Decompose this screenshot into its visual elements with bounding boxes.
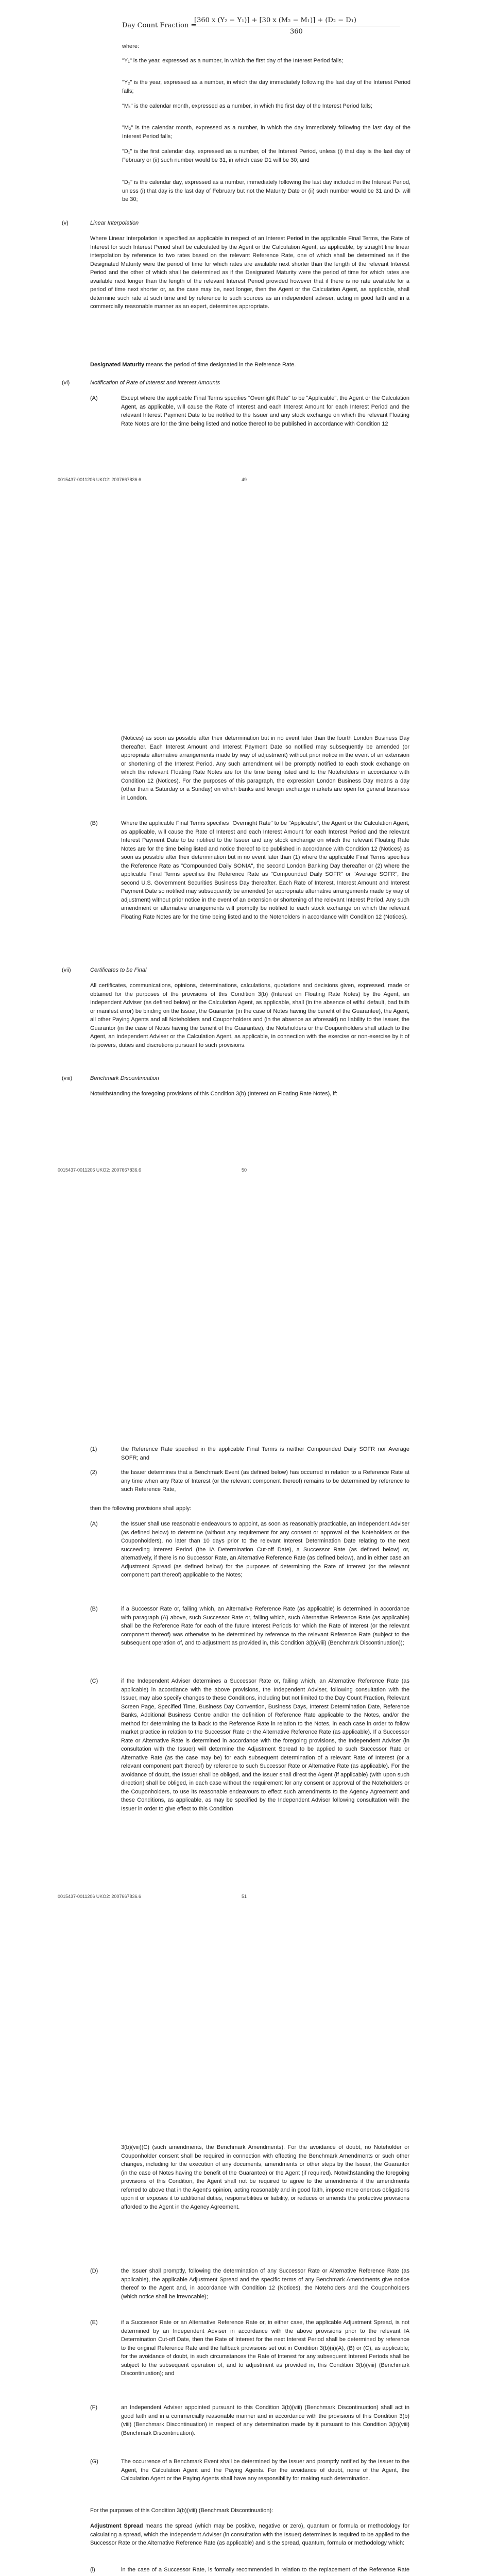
sec-vii-number: (vii) <box>62 967 71 973</box>
adjustment-spread-def <box>90 2522 409 2548</box>
para-d-body: the Issuer shall promptly, following the determination of any Successor Rate or Alternative Reference Rate (as applicable), the applicable Adjustment Spread and the specific terms of any Benchmark Amendments give notice thereof to the Agent and, in accordance with Condition 12 (Notices), the Noteholders and the Couponholders (which notice shall be irrevocable); <box>121 2268 409 2300</box>
para-a-number: (A) <box>90 1521 98 1527</box>
para-b-number: (B) <box>90 820 98 826</box>
para-c-body: if the Independent Adviser determines a Successor Rate or, failing which, an Alternative Reference Rate (as applicable) in accordance with the above provisions, the Independent Adviser, following consultation with the Issuer, may also specify changes to these Conditions, including but not limited to the Day Count Fraction, Relevant Screen Page, Specified Time, Business Day Convention, Business Days, Interest Determination Date, Reference Banks, Additional Business Centre and/or the definition of Reference Rate applicable to the Notes, and/or the method for determining the fallback to the Reference Rate in relation to the Notes, in each case in order to follow market practice in relation to the Successor Rate or the Alternative Reference Rate (as applicable). If a Successor Rate or Alternative Rate is determined in accordance with the foregoing provisions, the Independent Adviser (in consultation with the Issuer) will determine the Adjustment Spread to be applied to such Successor Rate or Alternative Rate (as the case may be) for each subsequent determination of a relevant Rate of Interest (or a relevant component part thereof) by reference to such Successor Rate or Alternative Rate (as applicable). For the avoidance of doubt, the Issuer shall be obliged, and the Issuer shall direct the Agent (if applicable) (with upon such direction) shall be obliged, in each case without the requirement for any consent or approval of the Noteholders or the Couponholders, to use its reasonable endeavours to effect such amendments to the Agency Agreement and these Conditions, as applicable, as may be specified by the Independent Adviser following consultation with the Issuer in order to give effect to this Condition <box>121 1678 409 1812</box>
purposes-line: For the purposes of this Condition 3(b)(viii) (Benchmark Discontinuation): <box>90 2507 273 2514</box>
para-b-number: (B) <box>90 1606 98 1612</box>
sec-vi-title: Notification of Rate of Interest and Interest Amounts <box>90 380 220 386</box>
para-c-continuation: 3(b)(viii)(C) (such amendments, the Benchmark Amendments). For the avoidance of doubt, no Noteholder or Couponholder consent shall be required in connection with effecting the Benchmark Amendments or such other changes, including for the execution of any documents, amendments or other steps by the Issuer, the Guarantor (in the case of Notes having the benefit of the Guarantee) or the Agent (if required). Notwithstanding the foregoing provisions of this Condition, the Agent shall not be required to agree to the amendments if the amendments referred to above that in the Agent's opinion, acting reasonably and in good faith, impose more onerous obligations upon it or exposes it to additional duties, responsibilities or liability, or reduces or amends the protective provisions afforded to the Agent in the Agency Agreement. <box>121 2144 409 2210</box>
para-a-body: the Issuer shall use reasonable endeavours to appoint, as soon as reasonably practicable, an Independent Adviser (as defined below) to determine (without any requirement for any consent or approval of the Noteholders or the Couponholders), no later than 10 days prior to the relevant Interest Determination Date relating to the next succeeding Interest Period (the IA Determination Cut-off Date), a Successor Rate (as defined below) or, alternatively, if there is no Successor Rate, an Alternative Reference Rate (as defined below), and in either case an Adjustment Spread (as defined below) for the purposes of determining the Rate of Interest (or the relevant component part thereof) applicable to the Notes; <box>121 1521 409 1578</box>
sec-viii-body: Notwithstanding the foregoing provisions of this Condition 3(b) (Interest on Floating Rate Notes), if: <box>90 1091 337 1097</box>
sec-viii-number: (viii) <box>62 1075 73 1081</box>
page-number: 49 <box>242 477 247 482</box>
sec-v-number: (v) <box>62 220 68 226</box>
designated-maturity-def <box>90 361 409 369</box>
def-y1: "Y₁" is the year, expressed as a number, in which the first day of the Interest Period falls; <box>122 58 344 64</box>
page-51 <box>0 1406 497 2110</box>
page-number: 50 <box>242 1167 247 1173</box>
item-i-number: (i) <box>90 2567 95 2573</box>
def-y2: "Y₂" is the year, expressed as a number, in which the day immediately following the last day of the Interest Period falls; <box>122 79 410 94</box>
designated-maturity-term: Designated Maturity <box>90 362 145 368</box>
formula-numerator: [360 x (Y₂ − Y₁)] + [30 x (M₂ − M₁)] + (D₂ − D₁) <box>194 16 356 24</box>
sec-viii-title: Benchmark Discontinuation <box>90 1075 159 1081</box>
adjustment-spread-term: Adjustment Spread <box>90 2523 143 2529</box>
para-a-continuation: (Notices) as soon as possible after their determination but in no event later than the fourth London Business Day thereafter. Each Interest Amount and Interest Payment Date so notified may subsequently be amended (or appropriate alternative arrangements made by way of adjustment) without prior notice in the event of an extension or shortening of the Interest Period. Any such amendment will be promptly notified to each stock exchange on which the relevant Floating Rate Notes are for the time being listed and to the Noteholders in accordance with Condition 12 (Notices). For the purposes of this paragraph, the expression London Business Day means a day (other than a Saturday or a Sunday) on which banks and foreign exchange markets are open for general business in London. <box>121 735 409 801</box>
footer-doc-id: 0015437-0011206 UKO2: 2007667836.6 <box>58 1894 141 1899</box>
page-50 <box>0 703 497 1406</box>
page-footer <box>58 477 247 484</box>
def-m2: "M₂" is the calendar month, expressed as a number, in which the day immediately following the last day of the Interest Period falls; <box>122 125 410 140</box>
para-f-body: an Independent Adviser appointed pursuant to this Condition 3(b)(viii) (Benchmark Discontinuation) shall act in good faith and in a commercially reasonable manner and in accordance with the provisions of this Condition 3(b)(viii) (Benchmark Discontinuation) in respect of any determination made by it pursuant to this Condition 3(b)(viii) (Benchmark Discontinuation). <box>121 2404 409 2436</box>
footer-doc-id: 0015437-0011206 UKO2: 2007667836.6 <box>58 1167 141 1173</box>
then-provisions: then the following provisions shall apply: <box>90 1505 192 1512</box>
sec-vii-title: Certificates to be Final <box>90 967 147 973</box>
para-d-number: (D) <box>90 2268 98 2274</box>
sec-vii-body: All certificates, communications, opinions, determinations, calculations, quotations and decisions given, expressed, made or obtained for the purposes of the provisions of this Condition 3(b) (Interest on Floating Rate Notes) by the Agent, an Independent Adviser (as defined below) or the Calculation Agent, as applicable, shall (in the absence of wilful default, bad faith or manifest error) be binding on the Issuer, the Guarantor (in the case of Notes having the benefit of the Guarantee), the Agent, all other Paying Agents and all Noteholders and Couponholders and (in the absence as aforesaid) no liability to the Issuer, the Guarantor (in the case of Notes having the benefit of the Guarantee), the Noteholders or the Couponholders shall attach to the Agent, an Independent Adviser or the Calculation Agent, as applicable, in connection with the exercise or non-exercise by it of its powers, duties and discretions pursuant to such provisions. <box>90 982 409 1048</box>
page-footer <box>58 1167 247 1174</box>
para-g-body: The occurrence of a Benchmark Event shall be determined by the Issuer and promptly notified by the Issuer to the Agent, the Calculation Agent and the Paying Agents. For the avoidance of doubt, none of the Agent, the Calculation Agent or the Paying Agents shall have any responsibility for making such determination. <box>121 2459 409 2482</box>
page-49 <box>0 0 497 703</box>
formula-denominator: 360 <box>290 28 303 36</box>
item-i-body: in the case of a Successor Rate, is formally recommended in relation to the replacement of the Reference Rate <box>121 2567 409 2573</box>
footer-doc-id: 0015437-0011206 UKO2: 2007667836.6 <box>58 477 141 482</box>
para-g-number: (G) <box>90 2459 98 2465</box>
formula-lhs: Day Count Fraction = <box>122 22 197 29</box>
para-b-body: Where the applicable Final Terms specifies "Overnight Rate" to be "Applicable", the Agent or the Calculation Agent, as applicable, will cause the Rate of Interest and each Interest Amount for each Interest Period and the relevant Interest Payment Date to be notified to the Issuer and any stock exchange on which the relevant Floating Rate Notes are for the time being listed and notice thereof to be published in accordance with Condition 12 (Notices) as soon as possible after their determination but in no event later than (1) where the applicable Final Terms specifies the Reference Rate as "Compounded Daily SONIA", the second London Banking Day thereafter or (2) where the applicable Final Terms specifies the Reference Rate as "Compounded Daily SOFR" or "Average SOFR", the second U.S. Government Securities Business Day thereafter. Each Rate of Interest, Interest Amount and Interest Payment Date so notified may subsequently be amended (or appropriate alternative arrangements made by way of adjustment) without prior notice in the event of an extension or shortening of the relevant Interest Period. Any such amendment or alternative arrangements will promptly be notified to each stock exchange on which the relevant Floating Rate Notes are for the time being listed and to the Noteholders in accordance with Condition 12 (Notices). <box>121 820 409 920</box>
def-d2: "D₂" is the calendar day, expressed as a number, immediately following the last day included in the Interest Period, unless (i) that day is the last day of February but not the Maturity Date or (ii) such number would be 31 and D₁ will be 30; <box>122 179 410 202</box>
page-52 <box>0 2110 497 2576</box>
where-label: where: <box>122 43 140 49</box>
para-c-number: (C) <box>90 1678 98 1684</box>
sec-v-body: Where Linear Interpolation is specified as applicable in respect of an Interest Period in the applicable Final Terms, the Rate of Interest for such Interest Period shall be calculated by the Agent or the Calculation Agent, as applicable, by straight line linear interpolation by reference to two rates based on the relevant Reference Rate, one of which shall be determined as if the Designated Maturity were the period of time for which rates are available next shorter than the length of the relevant Interest Period and the other of which shall be determined as if the Designated Maturity were the period of time for which rates are available next longer than the length of the relevant Interest Period provided however that if there is no rate available for a period of time next shorter or, as the case may be, next longer, then the Agent or the Calculation Agent, as applicable, shall determine such rate at such time and by reference to such sources as an independent adviser, acting in good faith and in a commercially reasonable manner as an expert, determines appropriate. <box>90 235 409 310</box>
page-number: 51 <box>242 1894 247 1899</box>
para-f-number: (F) <box>90 2404 98 2411</box>
para-b-body: if a Successor Rate or, failing which, an Alternative Reference Rate (as applicable) is determined in accordance with paragraph (A) above, such Successor Rate or, failing which, such Alternative Reference Rate (as applicable) shall be the Reference Rate for each of the future Interest Periods for which the Rate of Interest (or the relevant component thereof) was otherwise to be determined by reference to the relevant Reference Rate (subject to the subsequent operation of, and to adjustment as provided in, this Condition 3(b)(viii) (Benchmark Discontinuation)); <box>121 1606 409 1646</box>
para-e-body: if a Successor Rate or an Alternative Reference Rate or, in either case, the applicable Adjustment Spread, is not determined by an Independent Adviser in accordance with the above provisions prior to the relevant IA Determination Cut-off Date, then the Rate of Interest for the next Interest Period shall be determined by reference to the original Reference Rate and the fallback provisions set out in Condition 3(b)(ii)(A), (B) or (C), as applicable; for the avoidance of doubt, in such circumstances the Rate of Interest for any subsequent Interest Periods shall be subject to the subsequent operation of, and to adjustment as provided in, this Condition 3(b)(viii) (Benchmark Discontinuation); and <box>121 2319 409 2377</box>
designated-maturity-body: means the period of time designated in the Reference Rate. <box>144 362 296 368</box>
page-footer <box>58 1893 247 1901</box>
item-2-body: the Issuer determines that a Benchmark Event (as defined below) has occurred in relation to a Reference Rate at any time when any Rate of Interest (or the relevant component thereof) remains to be determined by reference to such Reference Rate, <box>121 1469 409 1493</box>
para-a-number: (A) <box>90 395 98 401</box>
item-1-body: the Reference Rate specified in the applicable Final Terms is neither Compounded Daily SOFR nor Average SOFR; and <box>121 1446 409 1461</box>
def-d1: "D₁" is the first calendar day, expressed as a number, of the Interest Period, unless (i) that day is the last day of February or (ii) such number would be 31, in which case D1 will be 30; and <box>122 148 410 163</box>
item-1-number: (1) <box>90 1446 97 1452</box>
def-m1: "M₁" is the calendar month, expressed as a number, in which the first day of the Interest Period falls; <box>122 103 372 109</box>
para-a-body: Except where the applicable Final Terms specifies "Overnight Rate" to be "Applicable", the Agent or the Calculation Agent, as applicable, will cause the Rate of Interest and each Interest Amount for each Interest Period and the relevant Interest Payment Date to be notified to the Issuer and any stock exchange on which the relevant Floating Rate Notes are for the time being listed and notice thereof to be published in accordance with Condition 12 <box>121 395 409 427</box>
item-2-number: (2) <box>90 1469 97 1476</box>
para-e-number: (E) <box>90 2319 98 2326</box>
sec-vi-number: (vi) <box>62 380 70 386</box>
adjustment-spread-body: means the spread (which may be positive, negative or zero), quantum or formula or methodology for calculating a spread, which the Independent Adviser (in consultation with the Issuer) determines is required to be applied to the Successor Rate or the Alternative Reference Rate (as applicable) and is the spread, quantum, formula or methodology which: <box>90 2523 409 2546</box>
sec-v-title: Linear Interpolation <box>90 220 139 226</box>
